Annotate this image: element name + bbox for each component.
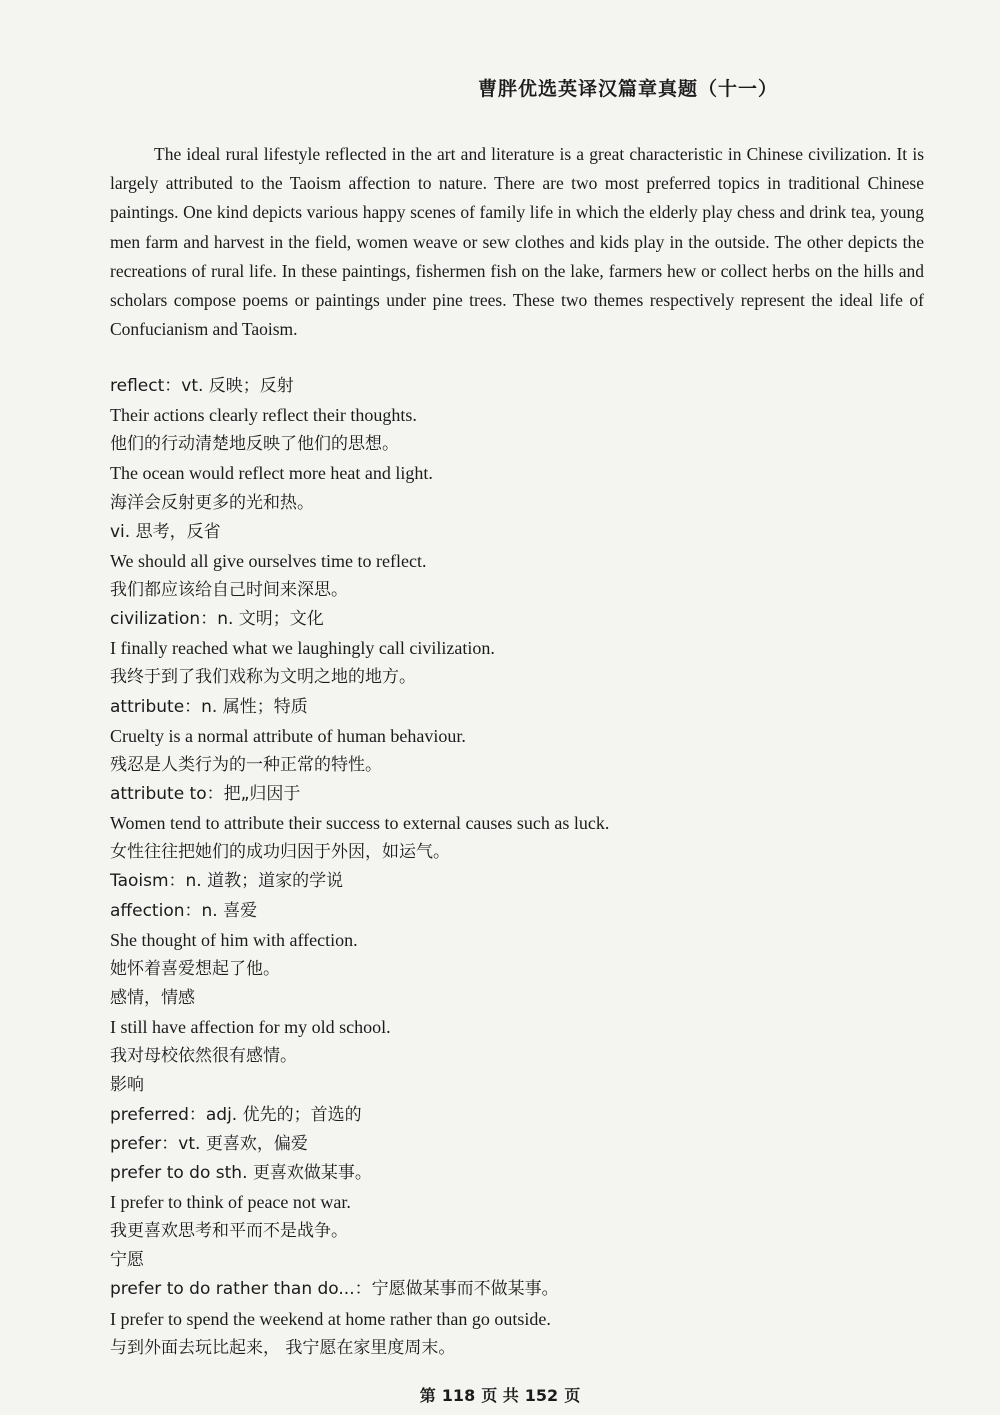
example-sentence: I prefer to spend the weekend at home rather than go outside. <box>110 1308 551 1329</box>
example-sentence: Women tend to attribute their success to external causes such as luck. <box>110 813 610 834</box>
translation-line: 他们的行动清楚地反映了他们的思想。 <box>110 434 399 455</box>
example-sentence: We should all give ourselves time to reflect. <box>110 550 427 571</box>
page-title: 曹胖优选英译汉篇章真题（十一） <box>478 78 779 100</box>
vocab-entry: attribute to：把„归因于 <box>110 783 301 804</box>
vocab-entry: attribute：n. 属性；特质 <box>110 696 308 717</box>
example-sentence: Cruelty is a normal attribute of human behaviour. <box>110 725 466 746</box>
translation-line: 影响 <box>110 1075 144 1096</box>
page-number: 118 <box>441 1386 476 1405</box>
passage-paragraph: The ideal rural lifestyle reflected in the art and literature is a great characteristic in Chinese civilization. It is largely attributed to the Taoism affection to nature. There are two most preferred topics in traditional Chinese paintings. One kind depicts various happy scenes of family life in which the elderly play chess and drink tea, young men farm and harvest in the field, women weave or sew clothes and kids play in the outside. The other depicts the recreations of rural life. In these paintings, fishermen fish on the lake, farmers hew or collect herbs on the hills and scholars compose poems or paintings under pine trees. These two themes respectively represent the ideal life of Confucianism and Taoism. <box>110 144 924 340</box>
total-pages: 152 <box>524 1386 559 1405</box>
translation-line: 我终于到了我们戏称为文明之地的地方。 <box>110 667 416 688</box>
vocab-entry: Taoism：n. 道教；道家的学说 <box>110 871 344 892</box>
vocab-entry: reflect：vt. 反映；反射 <box>110 376 294 396</box>
vocab-entry: prefer：vt. 更喜欢，偏爱 <box>110 1133 308 1154</box>
translation-line: 海洋会反射更多的光和热。 <box>110 492 314 513</box>
vocab-entry: prefer to do rather than do...：宁愿做某事而不做某事。 <box>110 1279 559 1300</box>
example-sentence: I prefer to think of peace not war. <box>110 1191 351 1212</box>
page-footer <box>0 1383 1000 1406</box>
translation-line: 我们都应该给自己时间来深思。 <box>110 579 348 600</box>
footer-prefix: 第 <box>419 1386 436 1405</box>
example-sentence: The ocean would reflect more heat and light. <box>110 463 433 484</box>
translation-line: 我对母校依然很有感情。 <box>110 1046 297 1067</box>
vocab-entry: preferred：adj. 优先的；首选的 <box>110 1104 362 1125</box>
translation-line: 感情，情感 <box>110 987 195 1008</box>
vocab-entry: vi. 思考，反省 <box>110 521 221 542</box>
translation-line: 我更喜欢思考和平而不是战争。 <box>110 1221 348 1242</box>
translation-line: 她怀着喜爱想起了他。 <box>110 958 280 979</box>
example-sentence: I still have affection for my old school. <box>110 1017 391 1038</box>
vocab-entry: civilization：n. 文明；文化 <box>110 609 324 630</box>
translation-line: 与到外面去玩比起来， 我宁愿在家里度周末。 <box>110 1337 456 1358</box>
footer-middle: 页 共 <box>481 1386 519 1405</box>
translation-line: 宁愿 <box>110 1250 144 1271</box>
footer-suffix: 页 <box>564 1386 581 1405</box>
translation-line: 女性往往把她们的成功归因于外因，如运气。 <box>110 842 450 863</box>
translation-line: 残忍是人类行为的一种正常的特性。 <box>110 754 382 775</box>
vocabulary-notes <box>110 372 910 1363</box>
example-sentence: She thought of him with affection. <box>110 929 358 950</box>
example-sentence: I finally reached what we laughingly call civilization. <box>110 638 495 659</box>
vocab-entry: prefer to do sth. 更喜欢做某事。 <box>110 1162 372 1183</box>
vocab-entry: affection：n. 喜爱 <box>110 900 258 921</box>
example-sentence: Their actions clearly reflect their thoughts. <box>110 405 417 426</box>
